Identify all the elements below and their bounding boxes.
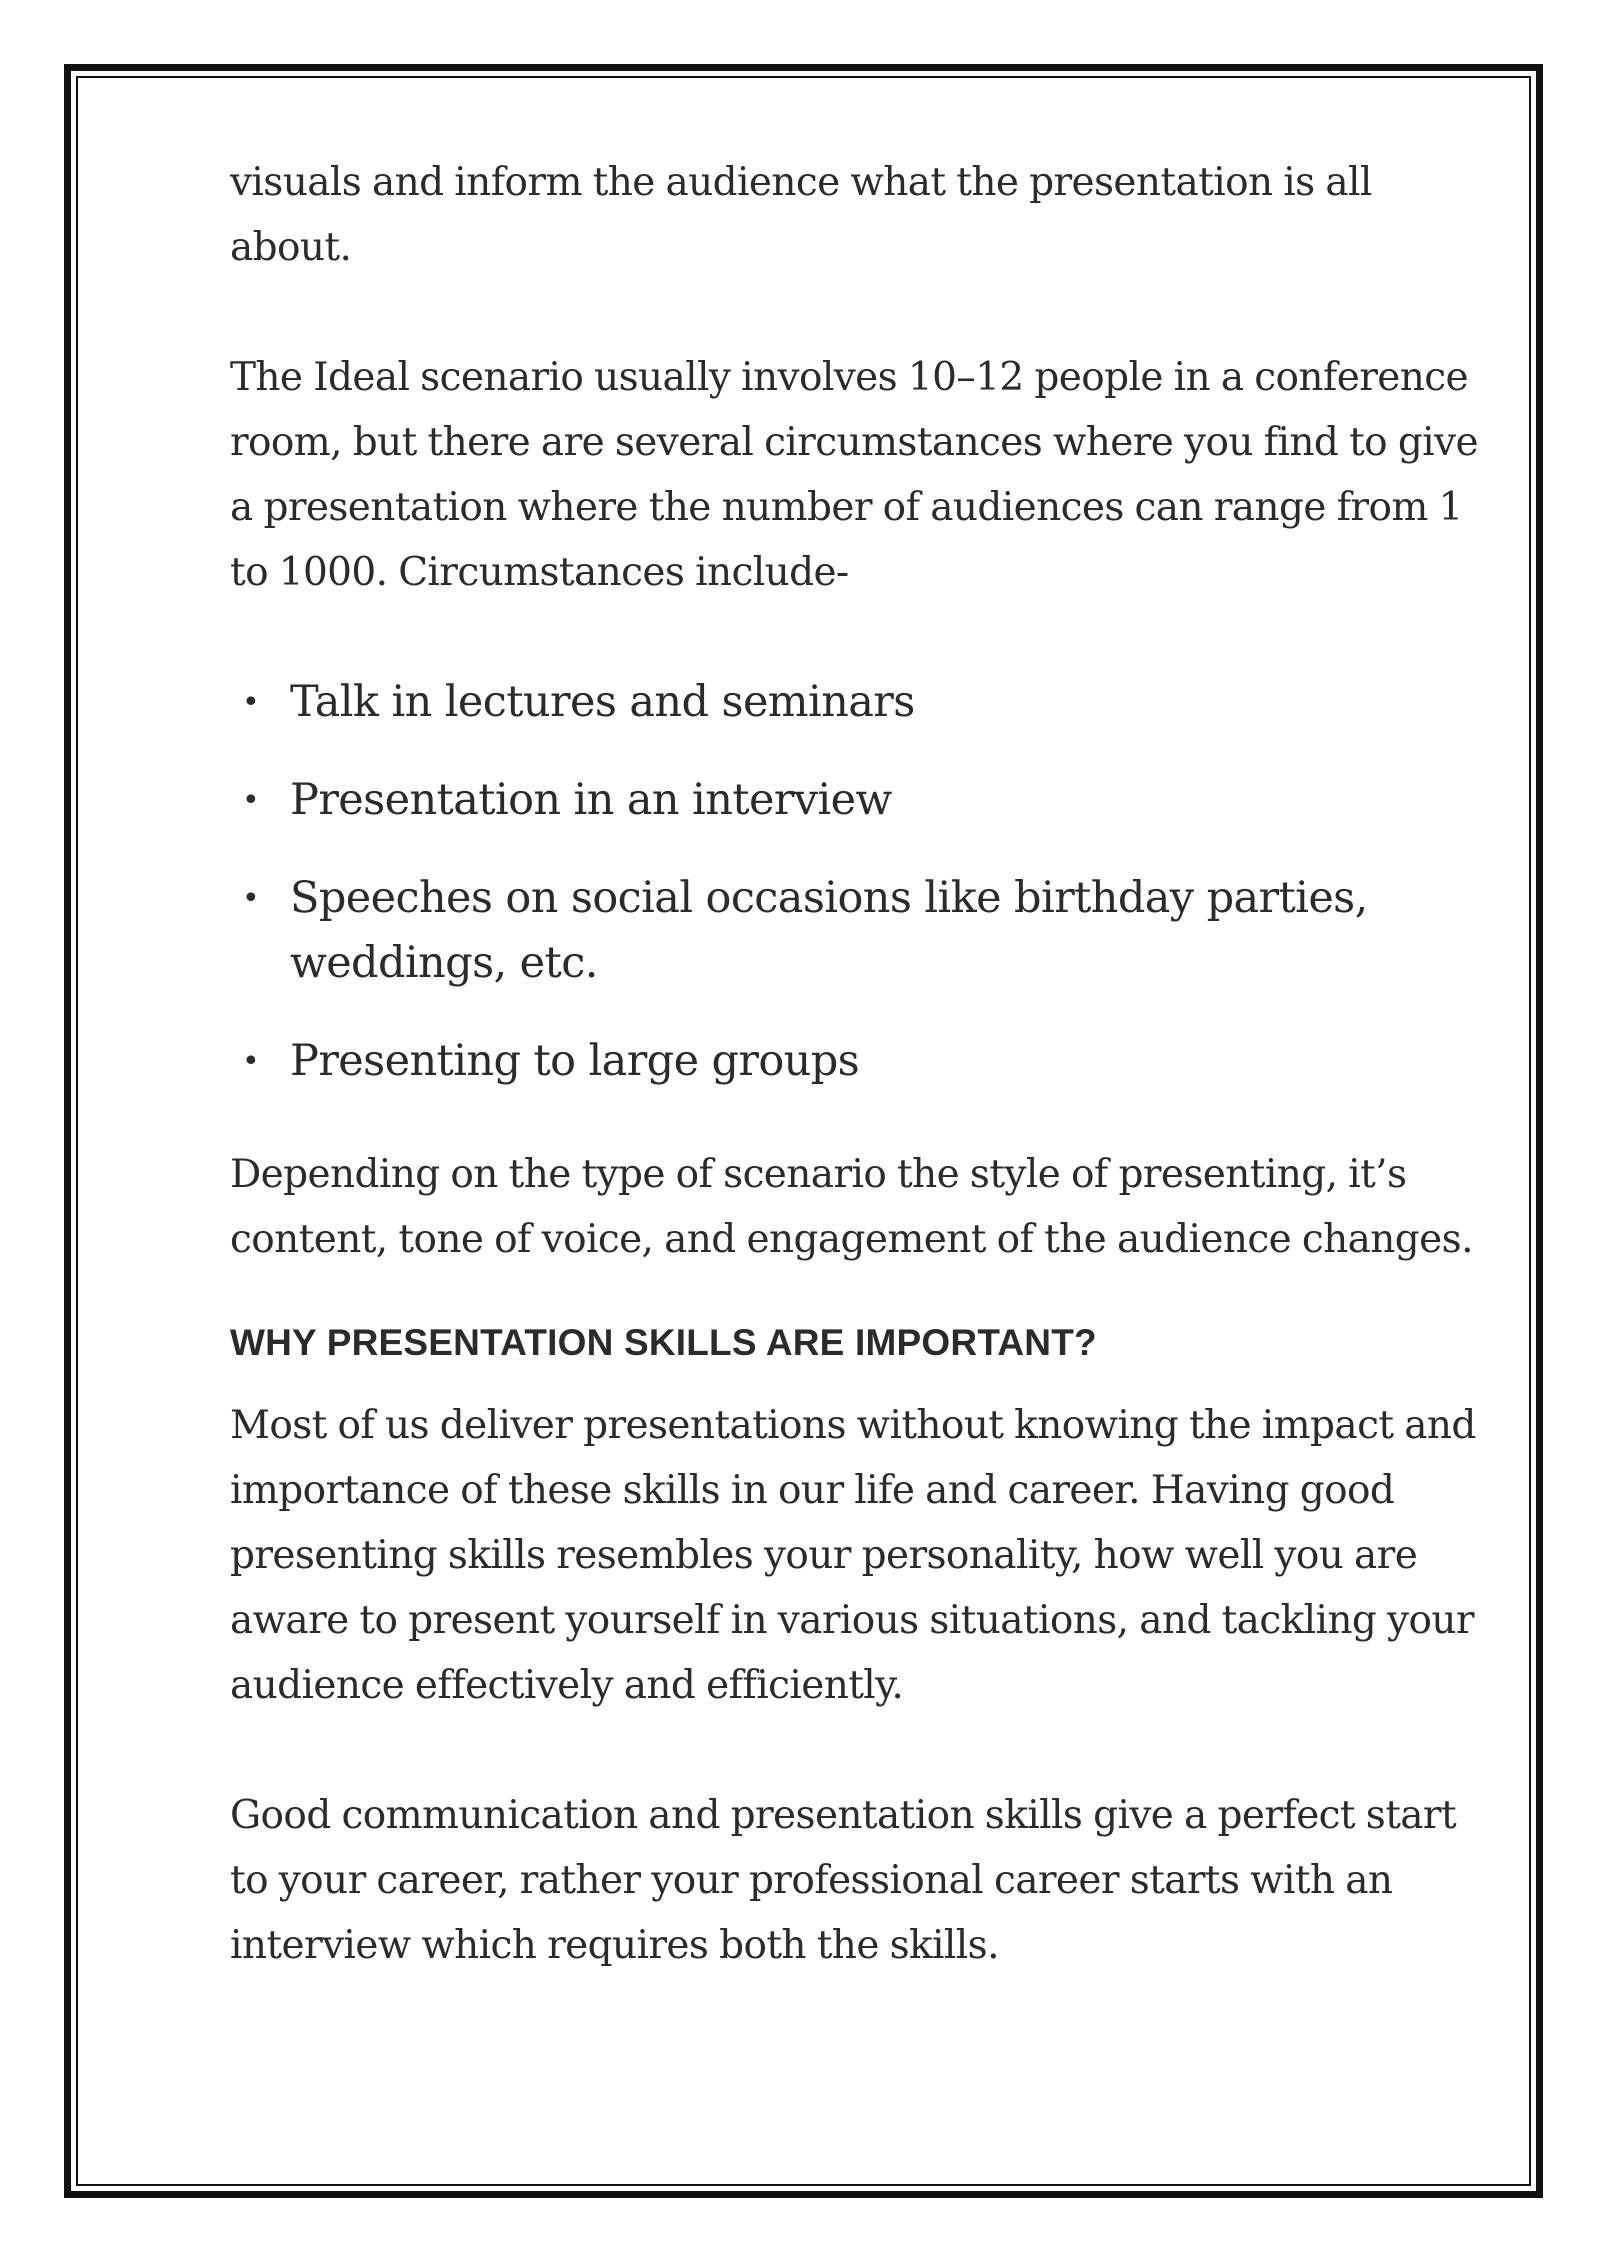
bullet-icon: •: [242, 685, 260, 720]
paragraph-career: Good communication and presentation skills give a perfect start to your career, rather your professional career starts with an interview which requires both the skills.: [230, 1793, 1457, 1968]
list-item-text: Speeches on social occasions like birthday parties, weddings, etc.: [290, 873, 1368, 988]
list-item: [230, 866, 1490, 996]
paragraph-intro-continuation: visuals and inform the audience what the presentation is all about.: [230, 160, 1372, 270]
list-item-text: Talk in lectures and seminars: [290, 677, 915, 727]
paragraph-importance: Most of us deliver presentations without knowing the impact and importance of these skills in our life and career. Having good presenting skills resembles your personality, how well you are aware to present yourself in various situations, and tackling your audience effectively and efficiently.: [230, 1403, 1476, 1708]
bullet-icon: •: [242, 783, 260, 818]
circumstances-list: [230, 670, 1490, 1094]
section-heading: WHY PRESENTATION SKILLS ARE IMPORTANT?: [230, 1322, 1097, 1363]
bullet-icon: •: [242, 881, 260, 916]
list-item: [230, 768, 1490, 833]
paragraph-ideal-scenario: The Ideal scenario usually involves 10–12 people in a conference room, but there are several circumstances where you find to give a presentation where the number of audiences can range from 1 to 1000. Circumstances include-: [230, 355, 1478, 595]
list-item: [230, 1029, 1490, 1094]
list-item-text: Presentation in an interview: [290, 775, 892, 825]
paragraph-scenario-style: Depending on the type of scenario the style of presenting, it’s content, tone of voice, and engagement of the audience changes.: [230, 1152, 1473, 1262]
list-item-text: Presenting to large groups: [290, 1036, 860, 1086]
bullet-icon: •: [242, 1044, 260, 1079]
list-item: [230, 670, 1490, 735]
document-body: [230, 150, 1490, 2043]
